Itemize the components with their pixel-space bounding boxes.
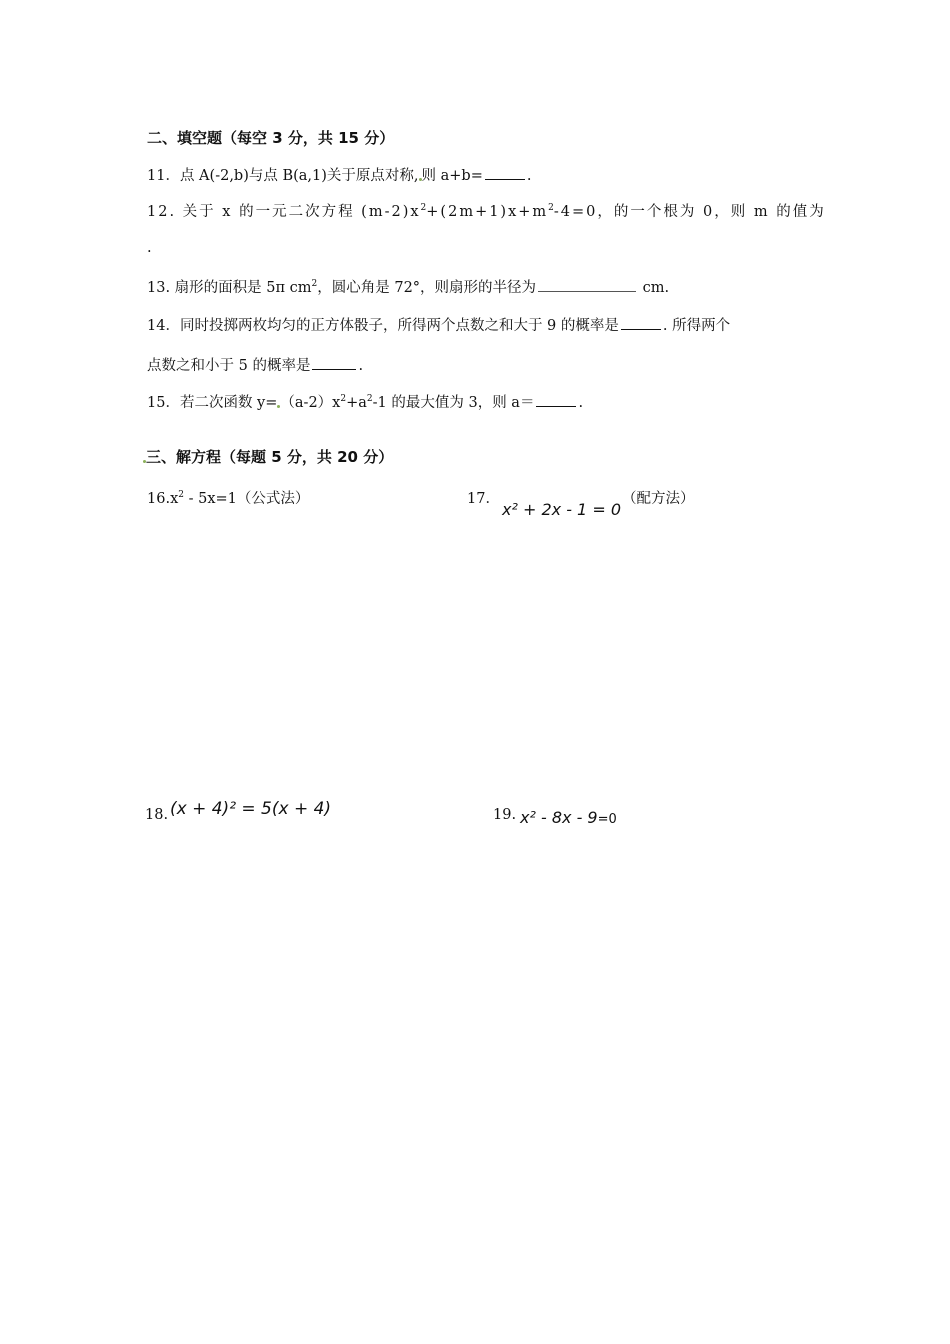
superscript: 2 — [366, 394, 373, 404]
superscript: 2 — [311, 279, 318, 289]
question-14 — [147, 314, 730, 335]
q14-line2-text: 点数之和小于 5 的概率是 — [147, 358, 311, 374]
q15-text-d: -1 的最大值为 3，则 a＝ — [372, 395, 535, 411]
q11-text-b: 则 a+b= — [421, 168, 483, 184]
q13-answer-blank[interactable] — [538, 277, 636, 292]
q16-number: 16. — [147, 491, 171, 507]
q15-text: 15．若二次函数 y= — [147, 395, 278, 411]
question-18-number: 18. — [145, 807, 169, 823]
q16-eq-b: - 5x=1（公式法） — [183, 491, 310, 507]
q12-text2: +(2m+1)x+m — [426, 204, 549, 220]
q19-eq-b: =0 — [597, 812, 617, 827]
section-3-title: 三、解方程（每题 5 分，共 20 分） — [146, 448, 394, 466]
q14-answer-blank-2[interactable] — [312, 355, 356, 370]
question-14-line-2 — [147, 354, 363, 375]
question-19-equation — [520, 808, 617, 827]
q13-text-b: ，圆心角是 72°，则扇形的半径为 — [317, 280, 537, 296]
question-18-equation: (x + 4)² = 5(x + 4) — [170, 799, 332, 819]
superscript: 2 — [420, 203, 427, 213]
q12-text3: -4=0，的一个根为 0，则 m 的值为 — [553, 204, 826, 220]
superscript: 2 — [178, 490, 184, 500]
superscript: 2 — [340, 394, 347, 404]
q15-text-b: （a-2）x — [280, 395, 341, 411]
q11-answer-blank[interactable] — [485, 165, 525, 180]
section-2-heading: 二、填空题（每空 3 分，共 15 分） — [147, 129, 395, 147]
question-12 — [147, 200, 826, 221]
q19-eq-a: x² - 8x - 9 — [520, 808, 598, 827]
question-17-equation: x² + 2x - 1 = 0 — [502, 500, 621, 519]
q11-text: 11．点 A(-2,b)与点 B(a,1)关于原点对称, — [147, 168, 419, 184]
q12-text: 12. 关于 x 的一元二次方程 (m-2)x — [147, 204, 421, 220]
question-17-method: （配方法） — [622, 491, 695, 507]
question-11 — [147, 164, 531, 185]
q12-continuation: . — [147, 240, 152, 256]
q14-answer-blank-1[interactable] — [621, 315, 661, 330]
section-3-heading — [143, 446, 393, 467]
q13-unit: cm. — [642, 280, 670, 296]
q14-text: 14．同时投掷两枚均匀的正方体骰子，所得两个点数之和大于 9 的概率是 — [147, 318, 619, 334]
question-13 — [147, 276, 669, 297]
q16-eq-a: x — [170, 491, 179, 507]
q11-end: . — [526, 168, 532, 184]
q14-line2-end: . — [358, 358, 364, 374]
q15-end: . — [578, 395, 584, 411]
question-15 — [147, 391, 583, 412]
superscript: 2 — [548, 203, 554, 213]
question-19-number: 19. — [493, 807, 517, 823]
q14-text-b: . 所得两个 — [662, 318, 731, 334]
q13-text: 13. 扇形的面积是 5π cm — [147, 280, 312, 296]
q15-text-c: +a — [346, 395, 367, 411]
question-16 — [147, 487, 309, 508]
question-17-number: 17． — [467, 491, 500, 507]
q15-answer-blank[interactable] — [536, 392, 576, 407]
